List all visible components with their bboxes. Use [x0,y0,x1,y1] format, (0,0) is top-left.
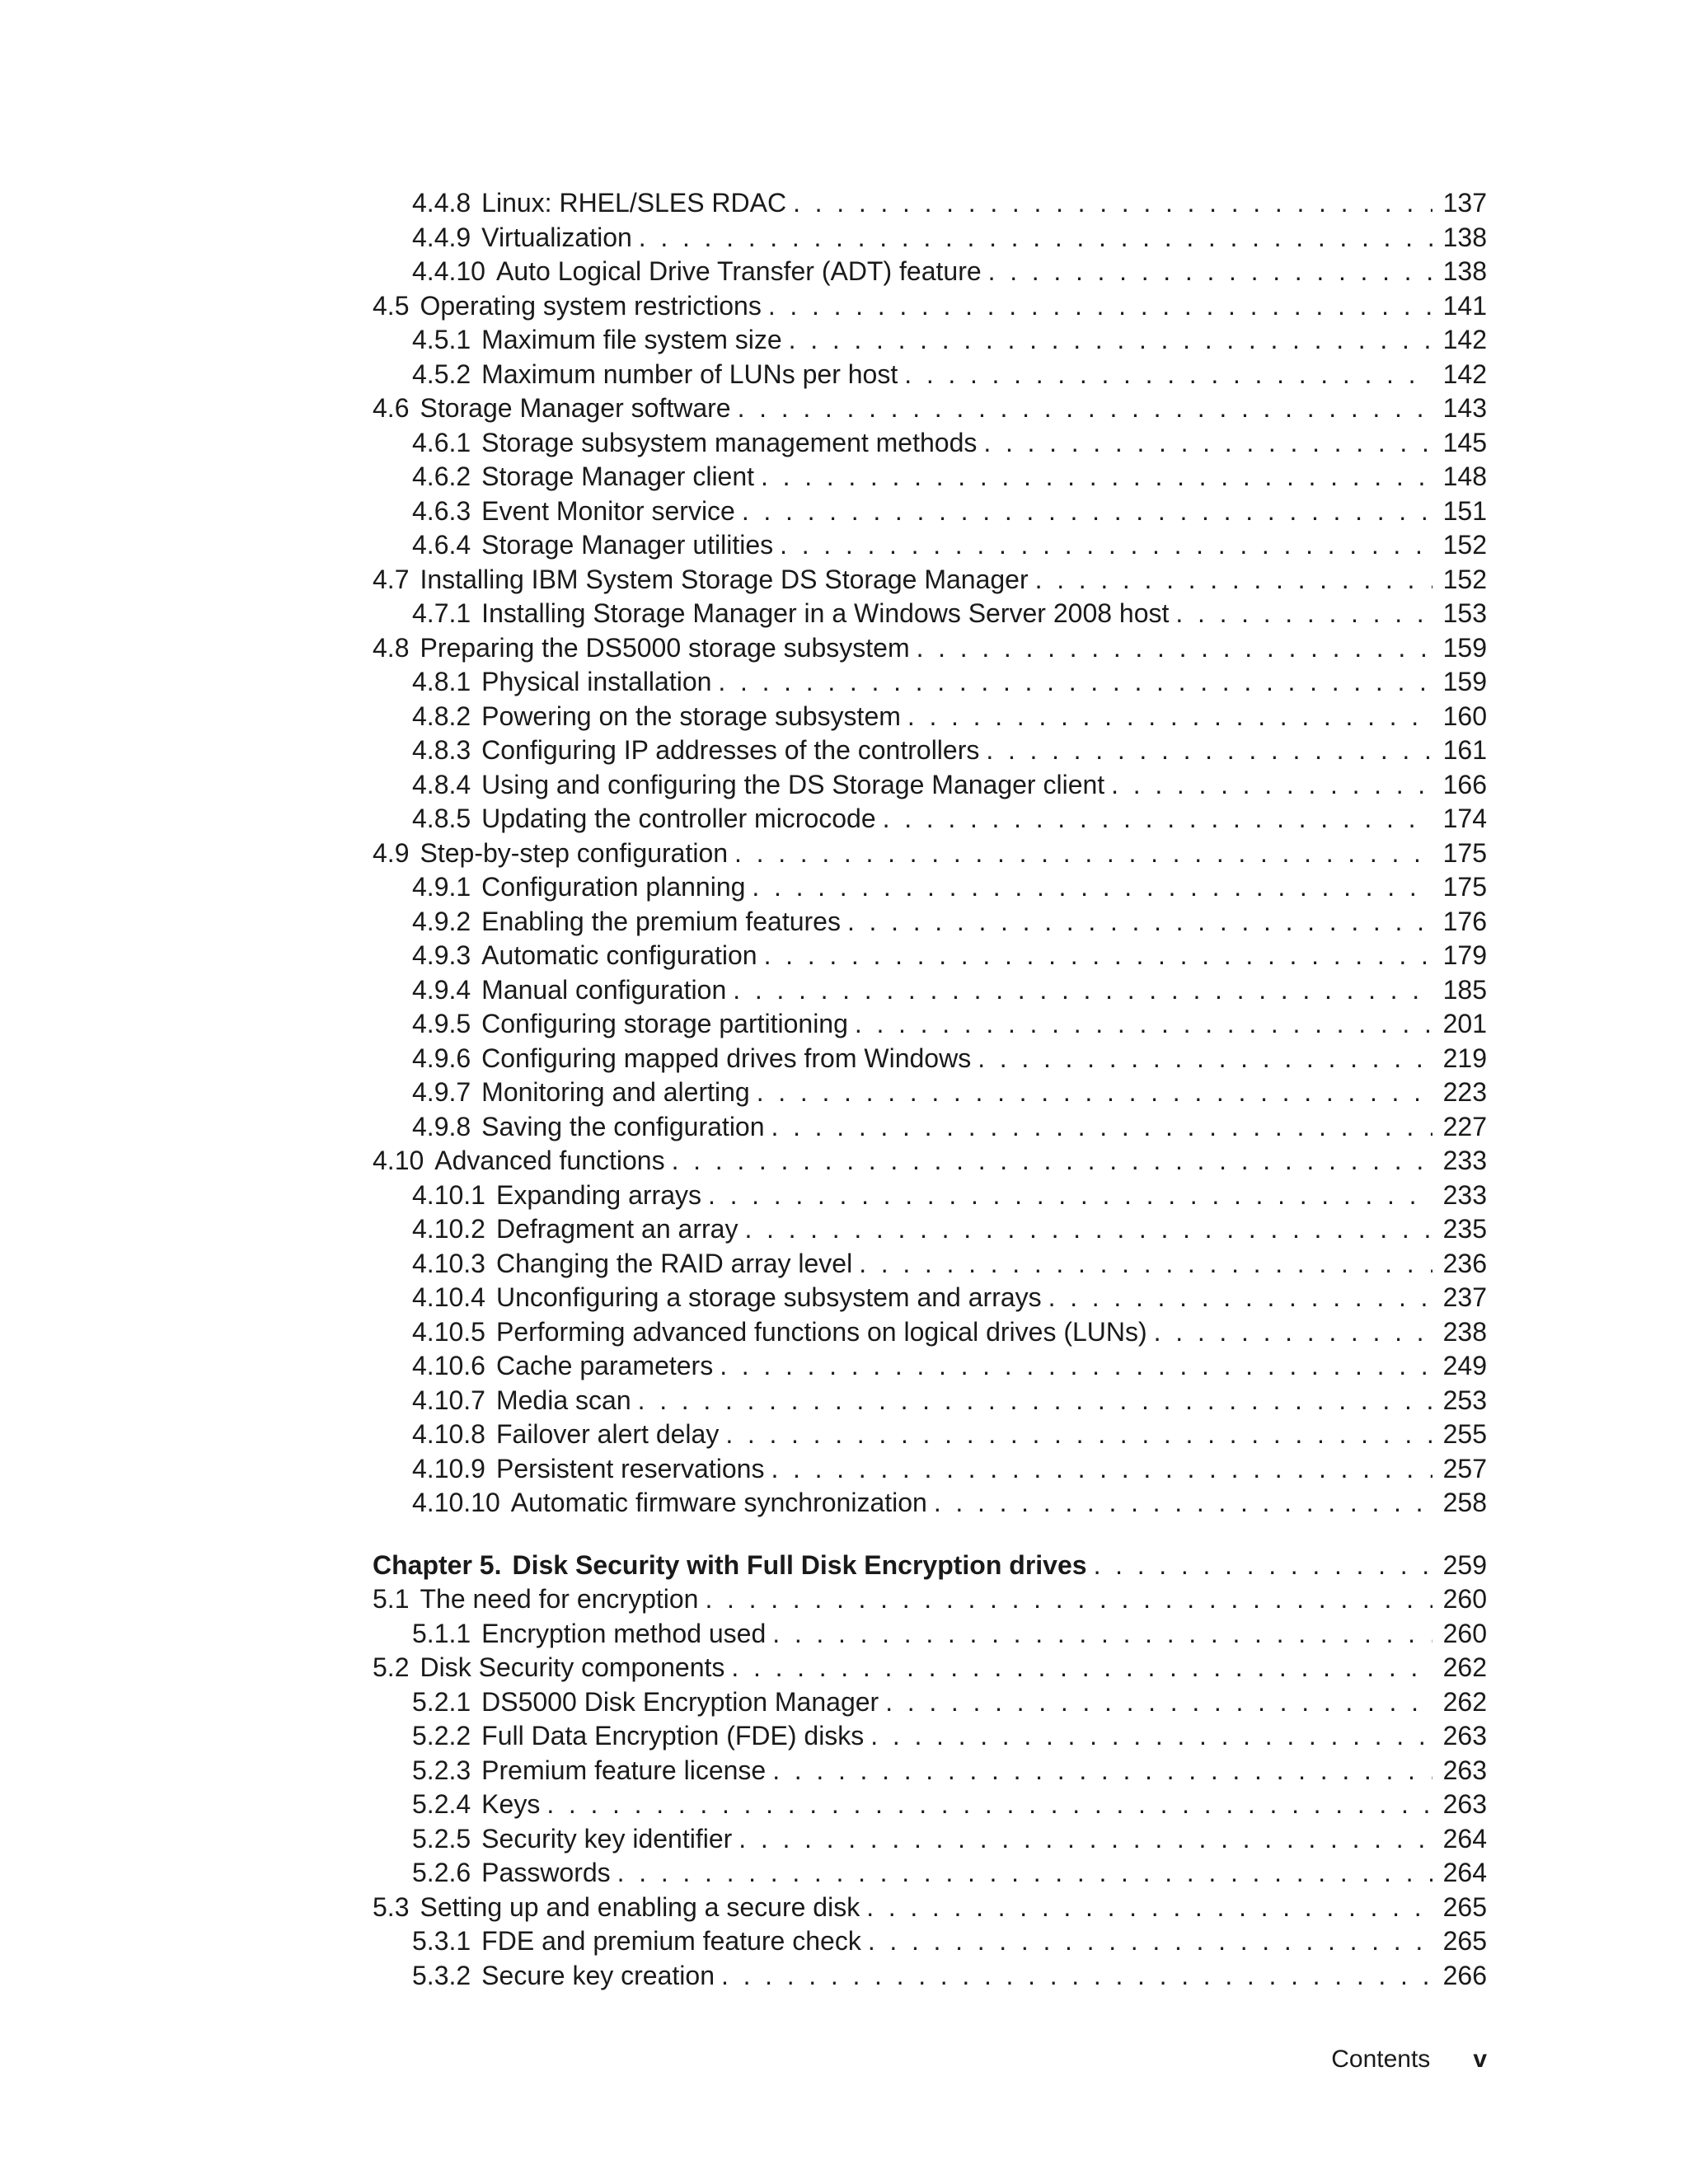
toc-entry-page: 176 [1442,906,1487,936]
toc-entry-page: 257 [1442,1453,1487,1483]
toc-entry-title: Unconfiguring a storage subsystem and arrays [495,1282,1042,1312]
toc-entry-number: 4.9.2 [412,906,471,936]
toc-entry-title: Failover alert delay [495,1419,720,1449]
toc-dot-leader [721,1959,1432,1994]
toc-entry-page: 263 [1442,1755,1487,1785]
toc-entry-page: 166 [1442,769,1487,799]
toc-dot-leader [883,802,1432,837]
toc-entry[interactable] [373,733,1487,768]
toc-entry-number: 5.2.2 [412,1721,471,1750]
toc-entry[interactable] [373,323,1487,358]
toc-entry-number: 5.3.2 [412,1960,471,1990]
toc-entry-number: 4.4.8 [412,188,471,218]
page-footer [1331,2046,1487,2074]
toc-entry-title: Powering on the storage subsystem [481,701,901,731]
toc-dot-leader [772,1754,1432,1788]
toc-entry-number: 4.9.1 [412,872,471,902]
toc-entry-number: 4.7 [373,564,410,594]
toc-entry-number: 4.8.2 [412,701,471,731]
toc-entry-page: 185 [1442,974,1487,1005]
toc-entry-number: 5.3.1 [412,1926,471,1956]
toc-dot-leader [789,323,1432,358]
toc-dot-leader [988,255,1432,289]
toc-entry-page: 143 [1442,393,1487,423]
toc-entry-page: 238 [1442,1316,1487,1347]
toc-entry-page: 179 [1442,940,1487,970]
toc-entry-number: 5.2.3 [412,1755,471,1785]
toc-entry-page: 237 [1442,1282,1487,1312]
toc-entry-title: Performing advanced functions on logical drives (LUNs) [495,1316,1147,1347]
toc-dot-leader [744,1212,1432,1247]
toc-entry-page: 142 [1442,325,1487,354]
toc-dot-leader [725,1418,1432,1452]
toc-entry-title: Configuring storage partitioning [481,1009,848,1038]
toc-entry-number: 4.10.3 [412,1248,485,1278]
toc-entry[interactable] [373,973,1487,1008]
toc-entry[interactable] [373,905,1487,940]
toc-entry[interactable] [373,1110,1487,1145]
toc-dot-leader [733,973,1432,1008]
toc-dot-leader [764,939,1432,973]
toc-dot-leader [718,665,1432,700]
toc-dot-leader [639,221,1432,255]
toc-dot-leader [617,1856,1432,1891]
toc-entry-number: 4.10.10 [412,1488,500,1517]
toc-dot-leader [859,1247,1432,1282]
toc-entry-title: Enabling the premium features [481,906,841,936]
toc-entry-page: 219 [1442,1043,1487,1073]
toc-entry-title: Disk Security with Full Disk Encryption drives [512,1549,1087,1580]
toc-entry-page: 145 [1442,427,1487,457]
toc-entry-page: 141 [1442,290,1487,321]
toc-entry-number: 4.8.1 [412,667,471,696]
toc-entry-page: 159 [1442,632,1487,663]
toc-entry[interactable] [373,1959,1487,1994]
toc-entry[interactable] [373,1042,1487,1076]
toc-dot-leader [1175,597,1432,631]
toc-entry-number: 4.10 [373,1146,424,1175]
toc-dot-leader [771,1110,1432,1145]
toc-entry-page: 148 [1442,462,1487,491]
toc-entry-page: 142 [1442,359,1487,389]
toc-entry-number: 5.1.1 [412,1618,471,1648]
toc-dot-leader [761,460,1432,494]
toc-dot-leader [866,1891,1432,1925]
toc-dot-leader [1048,1281,1432,1315]
toc-entry-title: Linux: RHEL/SLES RDAC [481,188,787,218]
toc-entry-page: 152 [1442,564,1487,594]
toc-dot-leader [847,905,1432,940]
toc-entry[interactable] [373,1754,1487,1788]
toc-entry-title: Using and configuring the DS Storage Manager client [481,769,1105,799]
toc-entry-number: 4.10.9 [412,1453,485,1483]
toc-entry-number: 4.6 [373,393,410,423]
toc-entry-title: Storage Manager utilities [481,530,774,560]
toc-dot-leader [738,391,1432,426]
toc-entry-title: Passwords [481,1858,611,1887]
toc-entry-title: Event Monitor service [481,495,735,526]
toc-entry-number: 4.9.8 [412,1111,471,1141]
toc-dot-leader [720,1349,1432,1384]
toc-entry-page: 159 [1442,667,1487,696]
toc-entry-number: 4.5.1 [412,325,471,354]
toc-entry-title: Persistent reservations [495,1453,765,1483]
toc-entry-number: 5.3 [373,1891,410,1922]
toc-dot-leader [868,1924,1432,1959]
toc-entry-title: DS5000 Disk Encryption Manager [481,1686,879,1717]
toc-entry-page: 260 [1442,1584,1487,1614]
toc-dot-leader [907,700,1432,734]
toc-entry-title: Secure key creation [481,1960,715,1990]
toc-entry-page: 174 [1442,804,1487,833]
toc-entry-title: Configuring mapped drives from Windows [481,1043,972,1073]
toc-entry-number: 4.9.7 [412,1077,471,1107]
toc-entry-page: 137 [1442,188,1487,218]
toc-entry-title: Updating the controller microcode [481,804,876,833]
toc-entry-page: 201 [1442,1009,1487,1038]
footer-label: Contents [1331,2046,1431,2073]
toc-entry[interactable] [373,597,1487,631]
toc-entry-page: 138 [1442,256,1487,286]
toc-dot-leader [978,1042,1432,1076]
toc-entry-page: 262 [1442,1686,1487,1717]
toc-entry-title: Virtualization [481,222,632,252]
toc-entry-page: 253 [1442,1385,1487,1415]
toc-dot-leader [855,1007,1432,1042]
toc-entry[interactable] [373,1651,1487,1685]
toc-entry-title: Manual configuration [481,974,727,1005]
toc-entry-title: Security key identifier [481,1823,733,1854]
toc-entry[interactable] [373,391,1487,426]
toc-entry[interactable] [373,1719,1487,1754]
toc-entry[interactable] [373,870,1487,905]
toc-entry-page: 264 [1442,1858,1487,1887]
toc-entry-title: Defragment an array [495,1214,738,1244]
toc-entry-page: 223 [1442,1077,1487,1107]
toc-entry-title: Advanced functions [434,1146,665,1175]
toc-entry[interactable] [373,563,1487,598]
toc-entry-number: 5.1 [373,1584,410,1614]
toc-entry-page: 160 [1442,701,1487,731]
toc-entry-number: 4.7.1 [412,598,471,628]
toc-entry[interactable] [373,939,1487,973]
toc-entry[interactable] [373,1179,1487,1213]
toc-entry[interactable] [373,1924,1487,1959]
toc-entry-title: Storage Manager client [481,462,755,491]
toc-entry[interactable] [373,1891,1487,1925]
toc-entry[interactable] [373,1418,1487,1452]
toc-dot-leader [793,186,1432,221]
toc-entry-title: Installing IBM System Storage DS Storage Manager [420,564,1029,594]
toc-entry-number: 4.10.4 [412,1282,485,1312]
toc-dot-leader [1154,1315,1432,1350]
toc-dot-leader [771,1452,1432,1487]
toc-dot-leader [983,426,1432,461]
toc-dot-leader [885,1685,1432,1720]
footer-page-number: v [1473,2046,1487,2073]
toc-entry-number: 4.10.2 [412,1214,485,1244]
toc-entry[interactable] [373,1384,1487,1418]
toc-entry-page: 258 [1442,1488,1487,1517]
toc-entry-title: Expanding arrays [495,1179,701,1210]
toc-entry-number: 4.8.5 [412,804,471,833]
toc-entry[interactable] [373,255,1487,289]
toc-dot-leader [731,1651,1432,1685]
toc-dot-leader [904,358,1432,392]
toc-dot-leader [870,1719,1432,1754]
toc-entry-title: Maximum file system size [481,325,782,354]
toc-entry-number: Chapter 5. [373,1549,502,1580]
toc-entry-title: Configuration planning [481,872,746,902]
toc-entry-number: 5.2.4 [412,1789,471,1819]
toc-entry-title: Keys [481,1789,541,1819]
toc-entry-title: Setting up and enabling a secure disk [420,1891,860,1922]
toc-entry-title: Automatic firmware synchronization [510,1488,927,1517]
toc-entry-number: 4.5 [373,290,410,321]
table-of-contents [373,186,1487,1993]
toc-entry-title: Storage subsystem management methods [481,427,978,457]
toc-entry-page: 263 [1442,1789,1487,1819]
toc-entry-page: 151 [1442,495,1487,526]
toc-entry-number: 4.6.2 [412,462,471,491]
toc-entry-page: 233 [1442,1179,1487,1210]
toc-entry-page: 265 [1442,1926,1487,1956]
toc-entry-title: Configuring IP addresses of the controllers [481,735,980,765]
toc-entry-number: 4.8.3 [412,735,471,765]
toc-entry[interactable] [373,665,1487,700]
toc-entry-number: 4.10.1 [412,1179,485,1210]
toc-entry-number: 5.2.5 [412,1823,471,1854]
toc-dot-leader [934,1486,1432,1521]
toc-entry-page: 264 [1442,1823,1487,1854]
toc-entry[interactable] [373,1856,1487,1891]
toc-entry[interactable] [373,1349,1487,1384]
toc-entry[interactable] [373,1007,1487,1042]
toc-entry-page: 249 [1442,1351,1487,1380]
toc-dot-leader [708,1179,1432,1213]
toc-entry-title: Premium feature license [481,1755,767,1785]
toc-entry-title: Operating system restrictions [420,290,762,321]
toc-entry-number: 4.6.4 [412,530,471,560]
toc-entry-number: 4.10.7 [412,1385,485,1415]
toc-dot-leader [752,870,1432,905]
toc-entry[interactable] [373,1144,1487,1179]
toc-entry-page: 235 [1442,1214,1487,1244]
toc-entry-number: 4.8 [373,632,410,663]
toc-entry[interactable] [373,221,1487,255]
toc-entry-page: 265 [1442,1891,1487,1922]
toc-entry-number: 5.2.1 [412,1686,471,1717]
toc-entry-page: 266 [1442,1960,1487,1990]
toc-entry-page: 260 [1442,1618,1487,1648]
toc-entry-title: Preparing the DS5000 storage subsystem [420,632,910,663]
toc-entry[interactable] [373,1822,1487,1857]
toc-dot-leader [768,289,1432,324]
toc-entry[interactable] [373,186,1487,221]
toc-entry-page: 255 [1442,1419,1487,1449]
toc-entry[interactable] [373,631,1487,666]
toc-entry[interactable] [373,1617,1487,1652]
toc-entry-title: Full Data Encryption (FDE) disks [481,1721,865,1750]
toc-entry[interactable] [373,1788,1487,1822]
toc-entry[interactable] [373,837,1487,871]
toc-dot-leader [1094,1549,1432,1583]
toc-entry[interactable] [373,802,1487,837]
toc-dot-leader [742,494,1432,529]
toc-entry-title: The need for encryption [420,1584,699,1614]
toc-dot-leader [986,733,1432,768]
toc-dot-leader [757,1076,1432,1110]
toc-entry[interactable] [373,1486,1487,1521]
toc-dot-leader [1111,768,1432,803]
toc-entry-page: 233 [1442,1146,1487,1175]
toc-entry[interactable] [373,768,1487,803]
toc-entry[interactable] [373,460,1487,494]
toc-entry-title: FDE and premium feature check [481,1926,861,1956]
toc-dot-leader [738,1822,1432,1857]
toc-entry-title: Automatic configuration [481,940,757,970]
toc-entry[interactable] [373,426,1487,461]
toc-entry[interactable] [373,1685,1487,1720]
toc-entry-title: Media scan [495,1385,631,1415]
toc-entry[interactable] [373,528,1487,563]
toc-entry-title: Storage Manager software [420,393,731,423]
toc-entry[interactable] [373,700,1487,734]
toc-entry-number: 4.9.4 [412,974,471,1005]
toc-entry-number: 5.2.6 [412,1858,471,1887]
toc-entry[interactable] [373,1281,1487,1315]
toc-entry-number: 4.9.6 [412,1043,471,1073]
toc-entry-page: 152 [1442,530,1487,560]
toc-entry-title: Saving the configuration [481,1111,765,1141]
toc-entry-number: 4.6.3 [412,495,471,526]
toc-entry-page: 175 [1442,872,1487,902]
toc-entry[interactable] [373,358,1487,392]
toc-entry-title: Monitoring and alerting [481,1077,750,1107]
toc-dot-leader [546,1788,1432,1822]
toc-entry-number: 4.4.10 [412,256,485,286]
toc-entry[interactable] [373,289,1487,324]
toc-dot-leader [734,837,1432,871]
toc-entry[interactable] [373,1212,1487,1247]
toc-entry-title: Encryption method used [481,1618,767,1648]
toc-entry-title: Cache parameters [495,1351,714,1380]
toc-entry-number: 5.2 [373,1652,410,1682]
toc-entry[interactable] [373,1452,1487,1487]
toc-entry-number: 4.10.5 [412,1316,485,1347]
toc-entry-number: 4.9.5 [412,1009,471,1038]
toc-dot-leader [705,1582,1432,1617]
toc-dot-leader [672,1144,1432,1179]
toc-entry-page: 236 [1442,1248,1487,1278]
toc-entry-number: 4.9.3 [412,940,471,970]
toc-entry[interactable] [373,494,1487,529]
toc-dot-leader [1035,563,1432,598]
toc-entry-page: 263 [1442,1721,1487,1750]
toc-entry-title: Physical installation [481,667,712,696]
toc-dot-leader [638,1384,1432,1418]
toc-entry-number: 4.10.6 [412,1351,485,1380]
toc-entry-page: 138 [1442,222,1487,252]
toc-entry-number: 4.6.1 [412,427,471,457]
toc-dot-leader [780,528,1432,563]
toc-dot-leader [917,631,1432,666]
toc-entry-title: Step-by-step configuration [420,837,729,868]
toc-entry[interactable] [373,1247,1487,1282]
toc-entry-number: 4.10.8 [412,1419,485,1449]
toc-entry[interactable] [373,1315,1487,1350]
toc-entry-page: 262 [1442,1652,1487,1682]
toc-entry-title: Auto Logical Drive Transfer (ADT) feature [495,256,982,286]
toc-entry-page: 227 [1442,1111,1487,1141]
toc-entry[interactable] [373,1582,1487,1617]
toc-entry-page: 161 [1442,735,1487,765]
toc-entry-number: 4.8.4 [412,769,471,799]
toc-entry-page: 259 [1442,1549,1487,1580]
toc-entry[interactable] [373,1076,1487,1110]
toc-entry-page: 175 [1442,837,1487,868]
toc-entry-number: 4.4.9 [412,222,471,252]
toc-entry-page: 153 [1442,598,1487,628]
toc-entry-title: Disk Security components [420,1652,725,1682]
toc-entry-number: 4.5.2 [412,359,471,389]
toc-entry-number: 4.9 [373,837,410,868]
toc-entry-title: Changing the RAID array level [495,1248,853,1278]
toc-entry-title: Maximum number of LUNs per host [481,359,898,389]
toc-entry-title: Installing Storage Manager in a Windows Server 2008 host [481,598,1170,628]
toc-dot-leader [772,1617,1432,1652]
toc-chapter-entry[interactable] [373,1549,1487,1583]
